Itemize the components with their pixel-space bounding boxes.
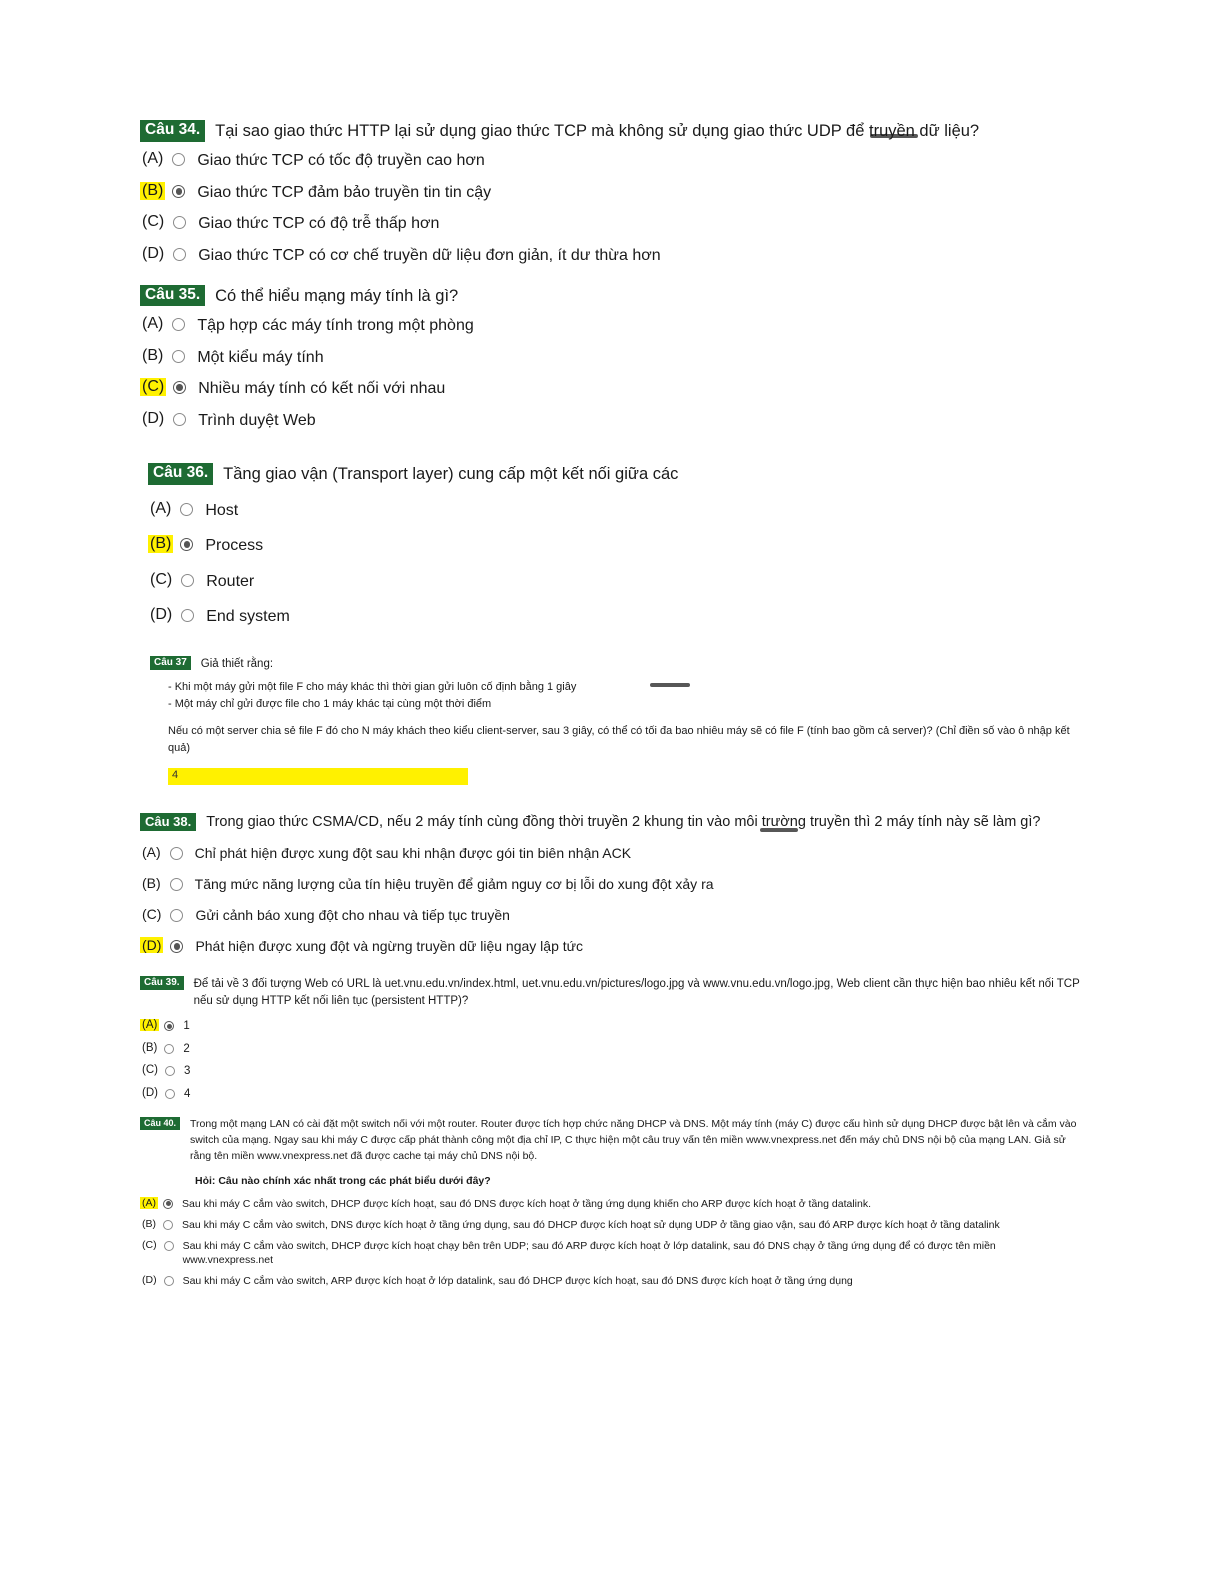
option-letter: (C) xyxy=(142,906,162,923)
radio-icon[interactable] xyxy=(173,248,186,261)
option-label: Chỉ phát hiện được xung đột sau khi nhận được gói tin biên nhận ACK xyxy=(194,845,632,862)
option-label: Giao thức TCP có tốc độ truyền cao hơn xyxy=(197,152,485,170)
question-38 xyxy=(140,813,1080,956)
question-35-options xyxy=(140,315,1080,431)
radio-icon[interactable] xyxy=(180,503,193,516)
option-letter: (A) xyxy=(142,314,164,332)
option-letter: (C) xyxy=(142,213,165,231)
question-37-bullet-2: - Một máy chỉ gửi được file cho 1 máy khác tại cùng một thời điểm xyxy=(168,697,492,710)
question-38-tag: Câu 38. xyxy=(140,813,196,832)
option-label: Sau khi máy C cắm vào switch, DHCP được kích hoạt chạy bên trên UDP; sau đó ARP được kích hoạt ở lớp datalink, sau đó DNS chạy ở tầng ứng dụng để có được tên miền www.vnexpress.net xyxy=(182,1240,996,1267)
option-letter: (D) xyxy=(142,937,162,954)
option-39-d[interactable] xyxy=(140,1087,1080,1103)
option-34-d[interactable] xyxy=(140,245,1080,267)
question-36-header xyxy=(148,463,1080,485)
radio-icon[interactable] xyxy=(173,413,186,426)
question-35-text: Có thể hiểu mạng máy tính là gì? xyxy=(215,286,459,305)
option-label: Phát hiện được xung đột và ngừng truyền dữ liệu ngay lập tức xyxy=(195,938,584,955)
option-38-a[interactable] xyxy=(140,844,1080,863)
option-label: Sau khi máy C cắm vào switch, DNS được kích hoạt ở tầng ứng dụng, sau đó DHCP được kích hoạt sử dụng UDP ở tầng giao vận, sau đó ARP được kích hoạt ở tầng datalink xyxy=(182,1218,1000,1231)
option-38-d[interactable] xyxy=(140,937,1080,956)
radio-icon[interactable] xyxy=(172,153,185,166)
radio-selected-icon[interactable] xyxy=(172,185,185,198)
option-label: Router xyxy=(206,572,255,590)
radio-selected-icon[interactable] xyxy=(170,940,183,953)
question-37-bullets xyxy=(168,679,1080,713)
question-37-paragraph: Nếu có một server chia sẻ file F đó cho N máy khách theo kiểu client-server, sau 3 giây, có thể có tối đa bao nhiêu máy sẽ có file F (tính bao gồm cả server)? (Chỉ điền số vào ô nhập kết quả) xyxy=(168,724,1070,755)
radio-icon[interactable] xyxy=(173,216,186,229)
option-label: Sau khi máy C cắm vào switch, DHCP được kích hoạt, sau đó DNS được kích hoạt ở tầng ứng dụng khiến cho ARP được kích hoạt ở tầng datalink. xyxy=(182,1197,871,1210)
question-35-tag: Câu 35. xyxy=(140,285,205,307)
option-label: End system xyxy=(206,608,290,626)
option-letter: (C) xyxy=(142,378,165,396)
question-35 xyxy=(140,285,1080,432)
option-label: Một kiểu máy tính xyxy=(197,348,324,366)
option-label: Tăng mức năng lượng của tín hiệu truyền để giảm nguy cơ bị lỗi do xung đột xảy ra xyxy=(194,876,714,893)
radio-icon[interactable] xyxy=(165,1089,175,1099)
question-37-answer-input[interactable]: 4 xyxy=(168,768,468,785)
option-letter: (C) xyxy=(150,570,173,588)
option-label: 4 xyxy=(183,1087,191,1100)
option-letter: (B) xyxy=(142,346,164,364)
question-37-bullet-1: - Khi một máy gửi một file F cho máy khác thì thời gian gửi luôn cố định bằng 1 giây xyxy=(168,680,577,693)
option-35-b[interactable] xyxy=(140,347,1080,369)
option-letter: (B) xyxy=(150,535,172,553)
question-36 xyxy=(148,463,1080,628)
radio-icon[interactable] xyxy=(181,609,194,622)
question-38-options xyxy=(140,844,1080,956)
radio-icon[interactable] xyxy=(163,1220,173,1230)
question-34-text: Tại sao giao thức HTTP lại sử dụng giao thức TCP mà không sử dụng giao thức UDP để truyền dữ liệu? xyxy=(215,122,980,140)
option-38-c[interactable] xyxy=(140,906,1080,925)
option-letter: (A) xyxy=(150,499,172,517)
question-39-text: Để tải về 3 đối tượng Web có URL là uet.vnu.edu.vn/index.html, uet.vnu.edu.vn/pictures/logo.jpg và www.vnu.edu.vn/logo.jpg, Web client cần thực hiện bao nhiêu kết nối TCP nếu sử dụng HTTP kết nối liên tục (persistent HTTP)? xyxy=(193,978,1080,1007)
option-label: 2 xyxy=(183,1042,190,1055)
question-39-header xyxy=(140,976,1080,1009)
radio-icon[interactable] xyxy=(172,350,185,363)
radio-icon[interactable] xyxy=(181,574,194,587)
option-letter: (A) xyxy=(142,844,161,861)
option-39-a[interactable] xyxy=(140,1019,1080,1035)
question-40 xyxy=(140,1117,1080,1288)
option-35-d[interactable] xyxy=(140,410,1080,432)
option-letter: (D) xyxy=(142,245,165,263)
option-36-b[interactable] xyxy=(148,535,1080,557)
question-37 xyxy=(150,656,1080,785)
question-40-header xyxy=(140,1117,1080,1164)
option-label: Trình duyệt Web xyxy=(198,411,316,429)
option-label: Giao thức TCP có cơ chế truyền dữ liệu đơn giản, ít dư thừa hơn xyxy=(198,247,661,265)
option-label: Nhiều máy tính có kết nối với nhau xyxy=(198,380,446,398)
question-35-header xyxy=(140,285,1080,307)
question-34-options xyxy=(140,150,1080,266)
question-37-text: Giả thiết rằng: xyxy=(200,657,274,670)
option-39-b[interactable] xyxy=(140,1042,1080,1058)
question-36-options xyxy=(148,500,1080,628)
option-35-a[interactable] xyxy=(140,315,1080,337)
radio-selected-icon[interactable] xyxy=(180,538,193,551)
option-34-b[interactable] xyxy=(140,182,1080,204)
radio-icon[interactable] xyxy=(170,909,183,922)
option-label: Gửi cảnh báo xung đột cho nhau và tiếp tục truyền xyxy=(195,907,510,924)
option-label: Giao thức TCP có độ trễ thấp hơn xyxy=(198,215,440,233)
question-40-subtext: Hỏi: Câu nào chính xác nhất trong các phát biểu dưới đây? xyxy=(195,1174,491,1187)
option-label: 3 xyxy=(183,1065,191,1078)
option-letter: (A) xyxy=(142,1196,156,1209)
question-39 xyxy=(140,976,1080,1102)
radio-icon[interactable] xyxy=(172,318,185,331)
option-label: Tập hợp các máy tính trong một phòng xyxy=(197,316,474,334)
option-label: 1 xyxy=(183,1020,190,1033)
option-34-c[interactable] xyxy=(140,213,1080,235)
option-letter: (D) xyxy=(142,409,165,427)
option-label: Sau khi máy C cắm vào switch, ARP được kích hoạt ở lớp datalink, sau đó DHCP được kích hoạt, sau đó DNS được kích hoạt ở tầng ứng dụng xyxy=(182,1275,853,1288)
option-letter: (C) xyxy=(142,1064,158,1077)
question-34-tag: Câu 34. xyxy=(140,120,205,142)
question-36-tag: Câu 36. xyxy=(148,463,213,485)
radio-icon[interactable] xyxy=(170,878,183,891)
question-34-header xyxy=(140,120,1080,142)
question-40-options xyxy=(140,1197,1080,1289)
option-35-c[interactable] xyxy=(140,378,1080,400)
question-38-text: Trong giao thức CSMA/CD, nếu 2 máy tính cùng đồng thời truyền 2 khung tin vào môi trường truyền thì 2 máy tính này sẽ làm gì? xyxy=(206,813,1041,830)
radio-selected-icon[interactable] xyxy=(173,381,186,394)
option-letter: (D) xyxy=(150,606,173,624)
option-letter: (D) xyxy=(142,1274,157,1287)
option-34-a[interactable] xyxy=(140,150,1080,172)
question-37-tag: Câu 37 xyxy=(150,656,191,670)
radio-icon[interactable] xyxy=(170,847,183,860)
radio-selected-icon[interactable] xyxy=(164,1021,174,1031)
option-40-c[interactable] xyxy=(140,1239,1080,1267)
option-40-d[interactable] xyxy=(140,1274,1080,1288)
option-label: Process xyxy=(205,537,264,555)
question-40-tag: Câu 40. xyxy=(140,1117,180,1130)
option-letter: (D) xyxy=(142,1086,158,1099)
option-letter: (B) xyxy=(142,181,164,199)
option-40-a[interactable] xyxy=(140,1197,1080,1211)
option-36-d[interactable] xyxy=(148,606,1080,628)
option-letter: (B) xyxy=(142,1217,156,1230)
option-38-b[interactable] xyxy=(140,875,1080,894)
option-40-b[interactable] xyxy=(140,1218,1080,1232)
question-34 xyxy=(140,120,1080,267)
option-39-c[interactable] xyxy=(140,1064,1080,1080)
radio-icon[interactable] xyxy=(164,1044,174,1054)
question-38-header xyxy=(140,813,1080,833)
option-letter: (A) xyxy=(142,1019,158,1032)
radio-icon[interactable] xyxy=(164,1241,174,1251)
option-letter: (B) xyxy=(142,1041,158,1054)
question-36-text: Tầng giao vận (Transport layer) cung cấp một kết nối giữa các xyxy=(223,465,679,484)
questions-container xyxy=(140,120,1080,1296)
radio-selected-icon[interactable] xyxy=(163,1199,173,1209)
radio-icon[interactable] xyxy=(165,1066,175,1076)
option-label: Host xyxy=(205,501,239,519)
option-letter: (A) xyxy=(142,150,164,168)
question-39-tag: Câu 39. xyxy=(140,976,184,990)
option-36-c[interactable] xyxy=(148,571,1080,593)
radio-icon[interactable] xyxy=(164,1276,174,1286)
option-letter: (B) xyxy=(142,875,161,892)
question-37-header xyxy=(150,656,1080,673)
option-letter: (C) xyxy=(142,1239,157,1251)
option-36-a[interactable] xyxy=(148,500,1080,522)
option-label: Giao thức TCP đảm bảo truyền tin tin cậy xyxy=(197,183,492,201)
question-39-options xyxy=(140,1019,1080,1102)
question-40-text: Trong một mạng LAN có cài đặt một switch nối với một router. Router được tích hợp chức năng DHCP và DNS. Một máy tính (máy C) được cấu hình sử dụng DHCP được bật lên và cắm vào switch của mạng. Ngay sau khi máy C được cấp phát thành công một địa chỉ IP, C thực hiện một câu truy vấn tên miền www.vnexpress.net đến máy chủ DNS nội bộ của mạng LAN. Giả sử rằng tên miền www.vnexpress.net đã được cache tại máy chủ DNS nội bộ. xyxy=(190,1118,1077,1162)
